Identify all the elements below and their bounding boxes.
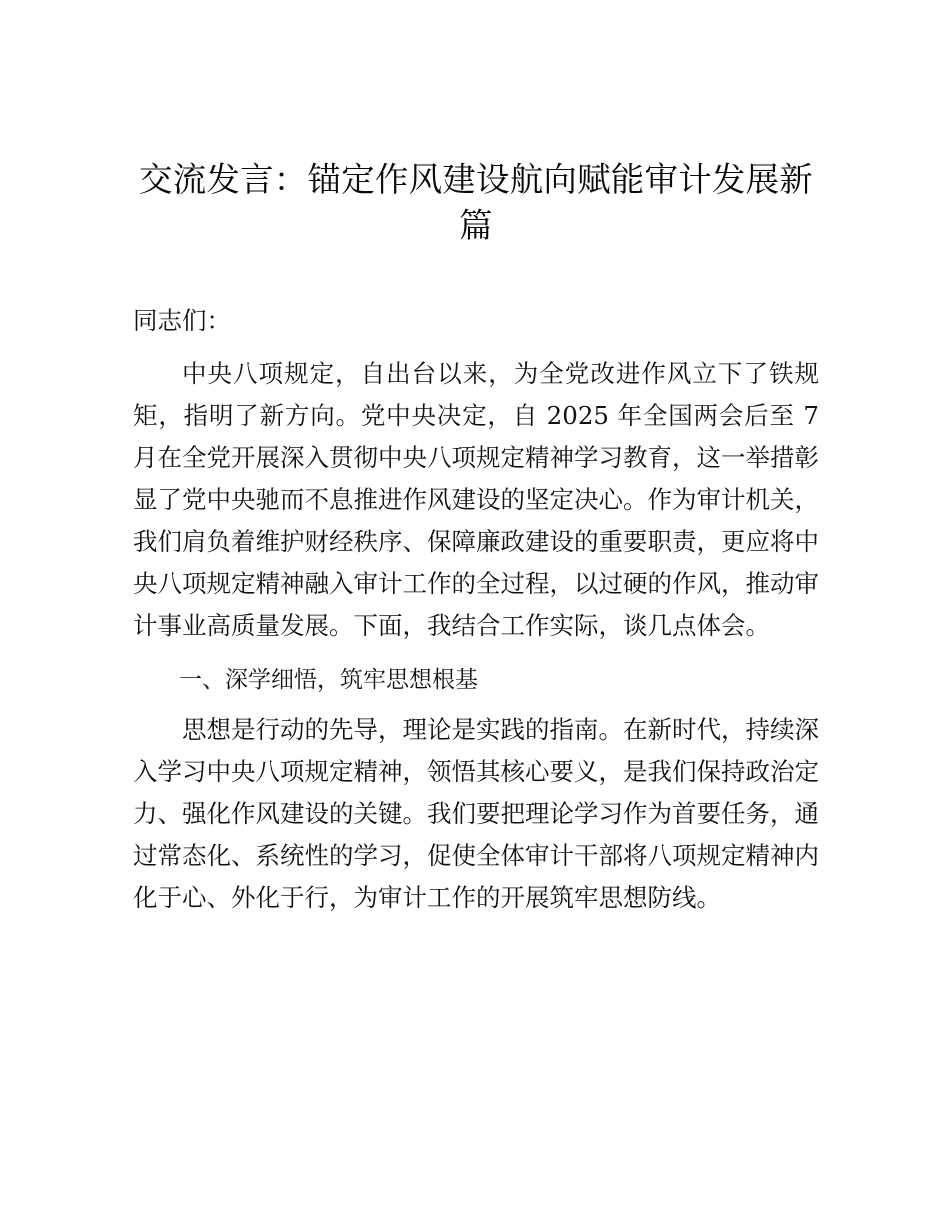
page-title <box>133 0 819 250</box>
document-content <box>133 0 819 919</box>
page-title-text: 交流发言：锚定作风建设航向赋能审计发展新篇 <box>139 162 813 245</box>
paragraph-intro: 中央八项规定，自出台以来，为全党改进作风立下了铁规矩，指明了新方向。党中央决定，自 2025 年全国两会后至 7 月在全党开展深入贯彻中央八项规定精神学习教育，这一举措彰显了党中央驰而不息推进作风建设的坚定决心。作为审计机关，我们肩负着维护财经秩序、保障廉政建设的重要职责，更应将中央八项规定精神融入审计工作的全过程，以过硬的作风，推动审计事业高质量发展。下面，我结合工作实际，谈几点体会。 <box>133 359 819 640</box>
section-heading-1: 一、深学细悟，筑牢思想根基 <box>179 667 478 693</box>
salutation: 同志们： <box>133 306 231 335</box>
paragraph-section-1-body: 思想是行动的先导，理论是实践的指南。在新时代，持续深入学习中央八项规定精神，领悟其核心要义，是我们保持政治定力、强化作风建设的关键。我们要把理论学习作为首要任务，通过常态化、系统性的学习，促使全体审计干部将八项规定精神内化于心、外化于行，为审计工作的开展筑牢思想防线。 <box>133 715 819 912</box>
